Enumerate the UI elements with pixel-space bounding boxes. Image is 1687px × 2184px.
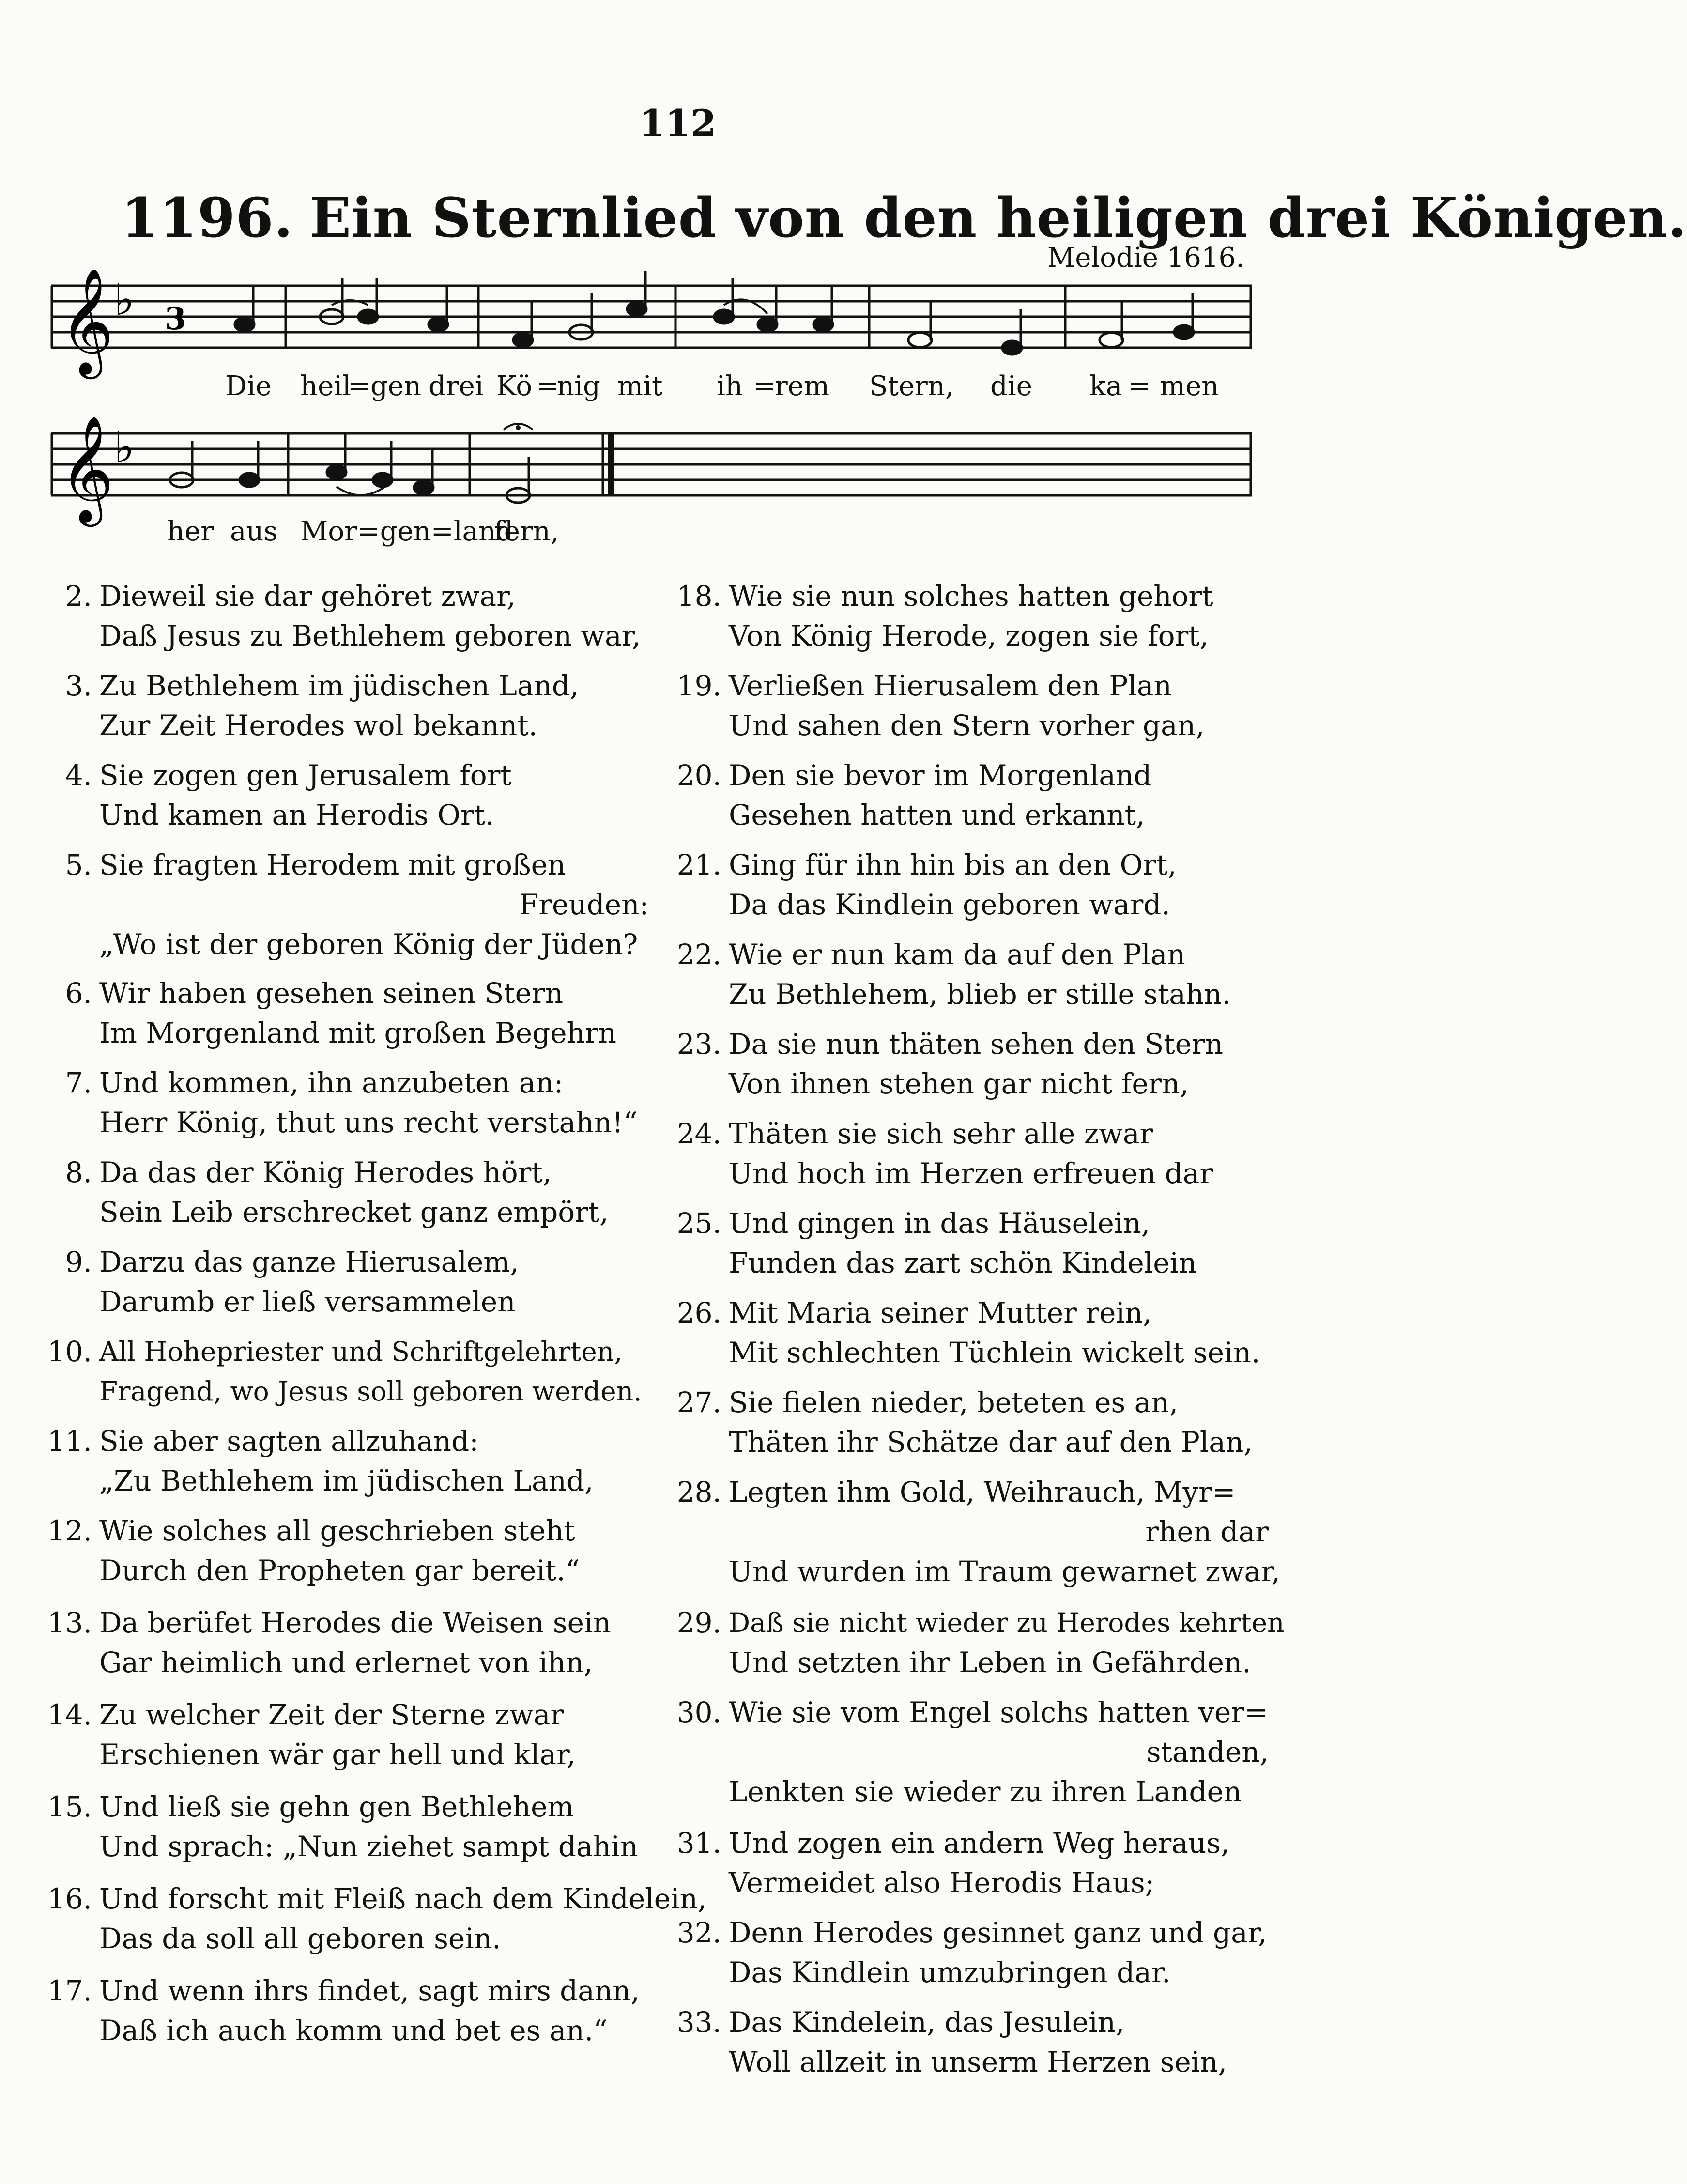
verse-line: Daß ich auch komm und bet es an.“ (99, 2014, 608, 2047)
hymn-number: 1196. (121, 186, 293, 250)
time-signature: 3 (165, 301, 186, 337)
lyric-syllable: Stern, (869, 370, 954, 402)
verse-line: Und zogen ein andern Weg heraus, (729, 1827, 1230, 1860)
verse-number: 29. (676, 1606, 721, 1639)
verse-line: standen, (1146, 1736, 1269, 1769)
verse-line: Und gingen in das Häuselein, (729, 1207, 1150, 1240)
verse-number: 19. (676, 669, 721, 702)
verse-number: 11. (47, 1425, 92, 1458)
verse-line: Und hoch im Herzen erfreuen dar (729, 1157, 1213, 1190)
verse-line: rhen dar (1145, 1515, 1269, 1548)
verse-line: Sie fielen nieder, beteten es an, (729, 1386, 1179, 1419)
verse-line: Im Morgenland mit großen Begehrn (99, 1016, 616, 1049)
verse-line: Wie er nun kam da auf den Plan (729, 938, 1185, 971)
verse-line: Mit schlechten Tüchlein wickelt sein. (729, 1336, 1260, 1369)
verse-line: Und wurden im Traum gewarnet zwar, (729, 1555, 1280, 1588)
verse-line: Das Kindlein umzubringen dar. (729, 1956, 1171, 1989)
verse-number: 16. (47, 1882, 92, 1915)
verse-line: Da berüfet Herodes die Weisen sein (99, 1606, 611, 1639)
verse-line: Gar heimlich und erlernet von ihn, (99, 1646, 593, 1679)
flat-icon: ♭ (114, 422, 135, 473)
verse-line: Von ihnen stehen gar nicht fern, (729, 1067, 1189, 1100)
verse-line: Das Kindelein, das Jesulein, (729, 2006, 1125, 2039)
hymn-title (121, 186, 1687, 250)
verse-number: 4. (65, 759, 92, 792)
verse-line: Und ließ sie gehn gen Bethlehem (99, 1790, 574, 1823)
verse-line: Sein Leib erschrecket ganz empört, (99, 1196, 609, 1229)
lyric-syllable: die (990, 370, 1032, 402)
verse-line: Da das Kindlein geboren ward. (729, 888, 1170, 921)
music-staff-2 (46, 415, 1257, 525)
verse-line: Da sie nun thäten sehen den Stern (729, 1028, 1224, 1061)
verse-line: Zu Bethlehem im jüdischen Land, (99, 669, 579, 702)
verse-line: Zu welcher Zeit der Sterne zwar (99, 1698, 564, 1731)
verse-number: 30. (676, 1696, 721, 1729)
verse-line: Daß sie nicht wieder zu Herodes kehrten (729, 1607, 1285, 1638)
verse-line: Sie fragten Herodem mit großen (99, 848, 566, 881)
verse-line: Thäten sie sich sehr alle zwar (729, 1117, 1153, 1150)
verse-line: Und setzten ihr Leben in Gefährden. (729, 1646, 1251, 1679)
lyric-syllable: Kö (496, 370, 533, 402)
verse-line: Erschienen wär gar hell und klar, (99, 1738, 576, 1771)
verse-line: „Wo ist der geboren König der Jüden? (99, 928, 638, 961)
verse-number: 22. (676, 938, 721, 971)
verse-line: Verließen Hierusalem den Plan (729, 669, 1172, 702)
verse-line: Freuden: (519, 888, 649, 921)
verse-line: Thäten ihr Schätze dar auf den Plan, (729, 1426, 1253, 1459)
verse-number: 24. (676, 1117, 721, 1150)
verse-line: Funden das zart schön Kindelein (729, 1246, 1197, 1279)
verse-line: Und sprach: „Nun ziehet sampt dahin (99, 1830, 638, 1863)
verse-line: Den sie bevor im Morgenland (729, 759, 1152, 792)
verse-line: Wie solches all geschrieben steht (99, 1514, 575, 1547)
verse-line: Sie zogen gen Jerusalem fort (99, 759, 512, 792)
verse-line: Und kommen, ihn anzubeten an: (99, 1066, 564, 1099)
verse-number: 32. (676, 1916, 721, 1949)
verse-line: Durch den Propheten gar bereit.“ (99, 1554, 580, 1587)
lyric-syllable: ih (717, 370, 743, 402)
verse-number: 3. (65, 669, 92, 702)
verse-number: 10. (47, 1335, 92, 1368)
verse-line: All Hohepriester und Schriftgelehrten, (99, 1336, 623, 1367)
lyric-syllable: = (753, 370, 776, 402)
treble-clef-icon: 𝄞 (60, 415, 114, 522)
verse-line: Das da soll all geboren sein. (99, 1922, 501, 1955)
verse-line: Mit Maria seiner Mutter rein, (729, 1296, 1152, 1329)
verse-line: Da das der König Herodes hört, (99, 1156, 552, 1189)
verse-number: 13. (47, 1606, 92, 1639)
lyric-syllable: gen (370, 370, 422, 402)
verse-number: 27. (676, 1386, 721, 1419)
verse-line: Dieweil sie dar gehöret zwar, (99, 580, 516, 613)
verse-line: Denn Herodes gesinnet ganz und gar, (729, 1916, 1267, 1949)
verse-line: Von König Herode, zogen sie fort, (729, 619, 1209, 652)
verse-line: Und wenn ihrs findet, sagt mirs dann, (99, 1974, 640, 2007)
verse-number: 5. (65, 848, 92, 881)
verse-line: Fragend, wo Jesus soll geboren werden. (99, 1376, 642, 1407)
verse-line: Vermeidet also Herodis Haus; (729, 1866, 1155, 1899)
verse-line: Wie sie nun solches hatten gehort (729, 580, 1213, 613)
lyric-syllable: drei (429, 370, 484, 402)
verse-line: Woll allzeit in unserm Herzen sein, (729, 2046, 1227, 2078)
verse-number: 20. (676, 759, 721, 792)
verse-number: 23. (676, 1028, 721, 1061)
verse-line: Und kamen an Herodis Ort. (99, 799, 494, 831)
verse-line: Wie sie vom Engel solchs hatten ver= (729, 1696, 1268, 1729)
verse-number: 28. (676, 1476, 721, 1508)
lyric-syllable: fern, (494, 516, 559, 547)
verse-line: Zu Bethlehem, blieb er stille stahn. (729, 978, 1231, 1011)
lyric-syllable: men (1160, 370, 1219, 402)
verse-line: Und forscht mit Fleiß nach dem Kindelein, (99, 1882, 707, 1915)
verse-number: 12. (47, 1514, 92, 1547)
verse-number: 2. (65, 580, 92, 613)
lyric-syllable: ka (1089, 370, 1122, 402)
lyric-syllable: rem (775, 370, 830, 402)
hymn-title-text: Ein Sternlied von den heiligen drei Königen. (309, 186, 1687, 250)
flat-icon: ♭ (114, 275, 135, 325)
verse-line: Herr König, thut uns recht verstahn!“ (99, 1106, 638, 1139)
verse-line: „Zu Bethlehem im jüdischen Land, (99, 1464, 594, 1497)
lyric-syllable: = (537, 370, 559, 402)
lyric-syllable: heil (300, 370, 352, 402)
verse-number: 31. (676, 1827, 721, 1860)
verse-number: 25. (676, 1207, 721, 1240)
lyric-syllable: nig (557, 370, 600, 402)
verse-line: Gesehen hatten und erkannt, (729, 799, 1145, 831)
verse-number: 6. (65, 977, 92, 1010)
verse-line: Und sahen den Stern vorher gan, (729, 709, 1205, 742)
lyrics-line-2 (0, 516, 1356, 550)
lyric-syllable: = (348, 370, 370, 402)
verse-number: 8. (65, 1156, 92, 1189)
melody-note: Melodie 1616. (1047, 242, 1244, 274)
lyrics-line-1 (0, 370, 1356, 404)
lyric-syllable: = (1128, 370, 1151, 402)
verse-number: 15. (47, 1790, 92, 1823)
verse-line: Ging für ihn hin bis an den Ort, (729, 848, 1177, 881)
verse-line: Darzu das ganze Hierusalem, (99, 1246, 519, 1278)
lyric-syllable: mit (617, 370, 663, 402)
verse-number: 18. (676, 580, 721, 613)
verse-line: Lenkten sie wieder zu ihren Landen (729, 1775, 1242, 1808)
verse-line: Wir haben gesehen seinen Stern (99, 977, 564, 1010)
verse-line: Daß Jesus zu Bethlehem geboren war, (99, 619, 641, 652)
verse-number: 21. (676, 848, 721, 881)
lyric-syllable: Mor=gen=land (300, 516, 513, 547)
verse-number: 17. (47, 1974, 92, 2007)
verse-number: 7. (65, 1066, 92, 1099)
treble-clef-icon: 𝄞 (60, 267, 114, 374)
verse-number: 9. (65, 1246, 92, 1278)
music-staff-1 (46, 267, 1257, 387)
verse-line: Legten ihm Gold, Weihrauch, Myr= (729, 1476, 1236, 1508)
verse-number: 33. (676, 2006, 721, 2039)
lyric-syllable: her (167, 516, 214, 547)
verse-line: Sie aber sagten allzuhand: (99, 1425, 479, 1458)
verse-line: Zur Zeit Herodes wol bekannt. (99, 709, 538, 742)
lyric-syllable: aus (230, 516, 278, 547)
verse-number: 26. (676, 1296, 721, 1329)
verse-line: Darumb er ließ versammelen (99, 1285, 516, 1318)
page-number: 112 (639, 102, 717, 145)
verse-number: 14. (47, 1698, 92, 1731)
lyric-syllable: Die (225, 370, 272, 402)
